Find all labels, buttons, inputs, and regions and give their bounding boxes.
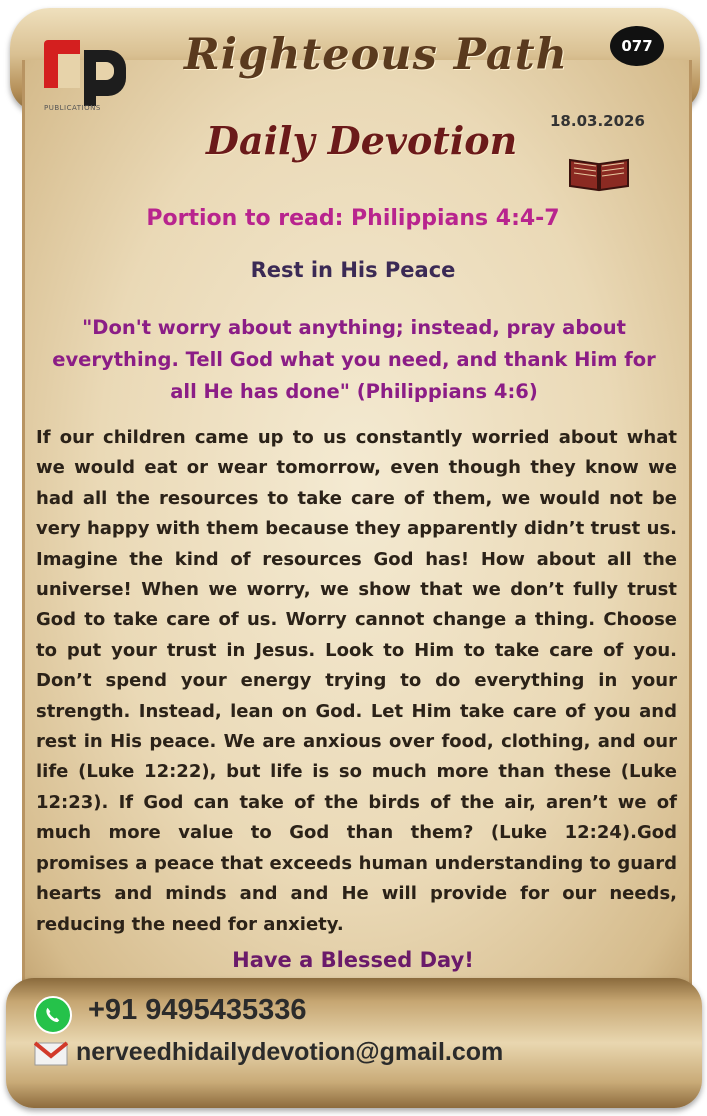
whatsapp-icon: [34, 996, 72, 1034]
key-verse: "Don't worry about anything; instead, pray about everything. Tell God what you need, and thank Him for all He has done" (Philippians 4:6): [52, 316, 656, 403]
portion-to-read: Portion to read: Philippians 4:4-7: [146, 206, 560, 231]
page-title: Righteous Path: [184, 30, 568, 80]
issue-number-badge: 077: [610, 26, 664, 66]
contact-email[interactable]: nerveedhidailydevotion@gmail.com: [76, 1038, 504, 1066]
publisher-logo: [44, 40, 132, 118]
closing-blessing: Have a Blessed Day!: [232, 948, 474, 972]
devotion-title: Rest in His Peace: [250, 258, 456, 282]
devotion-body: If our children came up to us constantly worried about what we would eat or wear tomorrow, even though they know we had all the resources to take care of them, we would not be very happy with them because they apparently didn’t trust us. Imagine the kind of resources God has! How about all the universe! When we worry, we show that we don’t fully trust God to take care of us. Worry cannot change a thing. Choose to put your trust in Jesus. Look to Him to take care of you. Don’t spend your energy trying to do everything in your strength. Instead, lean on God. Let Him take care of you and rest in His peace. We are anxious over food, clothing, and our life (Luke 12:22), but life is so much more than these (Luke 12:23). If God can take of the birds of the air, aren’t we of much more value to God than them? (Luke 12:24).God promises a peace that exceeds human understanding to guard hearts and minds and and He will provide for our needs, reducing the need for anxiety.: [36, 427, 677, 935]
book-icon: [566, 154, 632, 192]
contact-phone[interactable]: +91 9495435336: [88, 994, 307, 1026]
logo-caption: PUBLICATIONS: [44, 104, 101, 112]
page-subtitle: Daily Devotion: [206, 118, 518, 163]
date-label: 18.03.2026: [550, 112, 645, 130]
mail-icon: [34, 1040, 68, 1066]
